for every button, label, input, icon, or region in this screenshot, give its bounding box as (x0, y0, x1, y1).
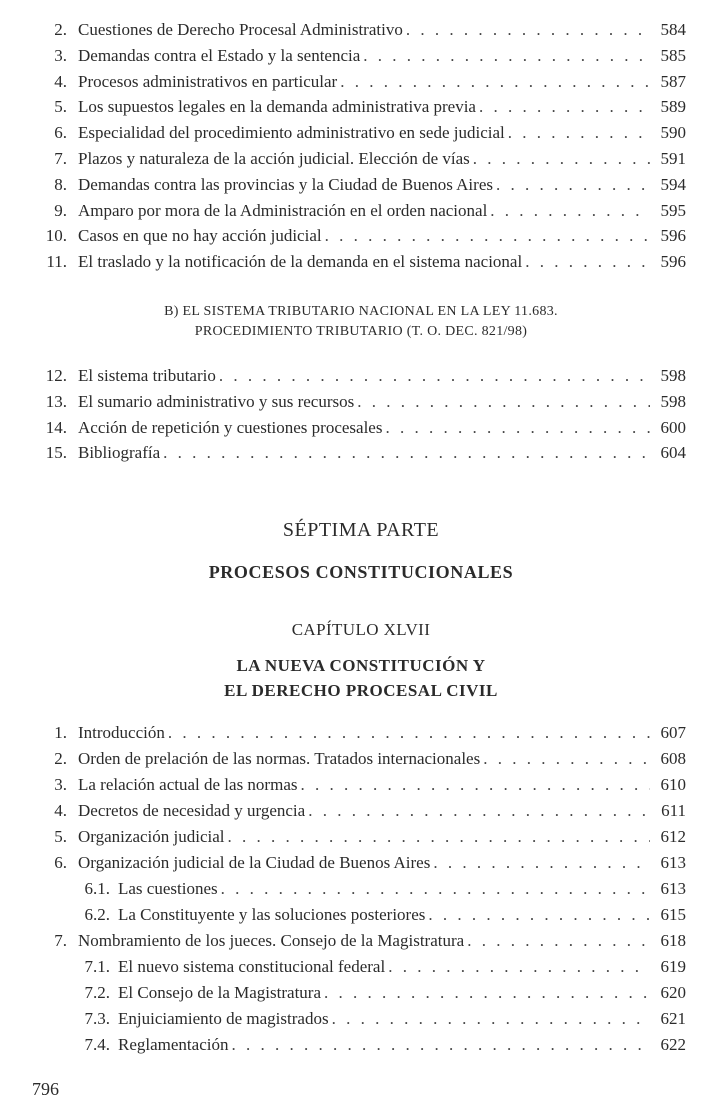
entry-number: 7.4. (84, 1035, 110, 1054)
entry-leader (78, 94, 650, 120)
entry-number: 11. (46, 252, 67, 272)
entry-page-number: 598 (660, 366, 686, 385)
dot-leader (308, 798, 650, 824)
entry-page-number: 596 (660, 252, 686, 272)
toc-entry (0, 172, 722, 198)
entry-page-number: 604 (660, 443, 686, 463)
entry-leader (78, 746, 650, 772)
entry-page-number: 587 (660, 71, 686, 91)
entry-page-number: 590 (660, 123, 686, 143)
entry-title: Organización judicial (78, 827, 225, 846)
entry-number: 7.3. (84, 1009, 110, 1028)
entry-page-number: 589 (660, 97, 686, 117)
dot-leader (490, 198, 650, 224)
entry-leader (78, 363, 650, 389)
dot-leader (496, 172, 650, 198)
entry-number: 2. (54, 749, 67, 768)
chapter-title-line-1: LA NUEVA CONSTITUCIÓN Y (236, 656, 486, 675)
entry-title: Amparo por mora de la Administración en el orden nacional (78, 200, 488, 220)
toc-subentry (0, 902, 722, 928)
entry-title: Demandas contra las provincias y la Ciudad de Buenos Aires (78, 174, 493, 194)
toc-entry (0, 94, 722, 120)
entry-page-number: 610 (660, 775, 686, 794)
dot-leader (300, 772, 650, 798)
dot-leader (357, 389, 650, 415)
entry-number: 7.2. (84, 983, 110, 1002)
entry-page-number: 598 (660, 391, 686, 411)
entry-leader (118, 902, 650, 928)
entry-title: La Constituyente y las soluciones posteriores (118, 905, 426, 924)
entry-number: 7.1. (84, 957, 110, 976)
section-b-heading-line-2: PROCEDIMIENTO TRIBUTARIO (T. O. DEC. 821/98) (194, 324, 528, 339)
entry-leader (118, 980, 650, 1006)
chapter-label: CAPÍTULO XLVII (291, 620, 431, 639)
entry-page-number: 618 (660, 931, 686, 950)
entry-title: Organización judicial de la Ciudad de Buenos Aires (78, 853, 431, 872)
entry-page-number: 591 (660, 149, 686, 168)
dot-leader (363, 43, 650, 69)
entry-number: 5. (54, 827, 67, 846)
dot-leader (428, 902, 650, 928)
entry-number: 6. (54, 123, 67, 143)
entry-leader (78, 440, 650, 466)
section-b-heading-line-1: B) EL SISTEMA TRIBUTARIO NACIONAL EN LA LEY 11.683. (164, 304, 558, 319)
entry-page-number: 621 (660, 1009, 686, 1028)
part-label: SÉPTIMA PARTE (282, 519, 440, 541)
entry-title: Reglamentación (118, 1035, 229, 1054)
entry-number: 6. (54, 853, 67, 872)
part-title: PROCESOS CONSTITUCIONALES (208, 562, 514, 582)
entry-page-number: 585 (660, 45, 686, 65)
entry-leader (118, 1006, 650, 1032)
toc-subentry (0, 876, 722, 902)
entry-title: Orden de prelación de las normas. Tratados internacionales (78, 749, 481, 768)
entry-leader (78, 249, 650, 275)
entry-page-number: 612 (660, 827, 686, 846)
entry-leader (78, 720, 650, 746)
entry-leader (78, 172, 650, 198)
entry-title: Casos en que no hay acción judicial (78, 226, 322, 246)
dot-leader (479, 94, 650, 120)
entry-title: La relación actual de las normas (78, 775, 298, 794)
entry-number: 1. (54, 723, 67, 742)
entry-number: 7. (54, 149, 67, 168)
entry-leader (78, 223, 650, 249)
entry-leader (78, 146, 650, 172)
entry-leader (78, 798, 650, 824)
dot-leader (525, 249, 650, 275)
dot-leader (340, 69, 650, 95)
entry-number: 13. (45, 391, 67, 411)
toc-entry (0, 389, 722, 415)
page-number: 796 (32, 1079, 59, 1099)
dot-leader (483, 746, 650, 772)
dot-leader (168, 720, 650, 746)
toc-entry (0, 850, 722, 876)
entry-page-number: 611 (661, 801, 686, 820)
dot-leader (473, 146, 650, 172)
entry-title: El Consejo de la Magistratura (118, 983, 322, 1002)
entry-title: Demandas contra el Estado y la sentencia (78, 45, 361, 65)
entry-leader (78, 850, 650, 876)
entry-number: 10. (45, 226, 67, 246)
entry-title: Cuestiones de Derecho Procesal Administrativo (78, 20, 403, 39)
entry-number: 2. (54, 20, 67, 39)
toc-entry (0, 223, 722, 249)
entry-page-number: 600 (660, 417, 686, 437)
toc-entry (0, 43, 722, 69)
toc-entry (0, 720, 722, 746)
toc-entry (0, 17, 722, 43)
toc-entry (0, 120, 722, 146)
dot-leader (324, 980, 650, 1006)
dot-leader (332, 1006, 650, 1032)
entry-page-number: 615 (660, 905, 686, 924)
entry-title: Enjuiciamiento de magistrados (118, 1009, 329, 1028)
entry-page-number: 607 (660, 723, 686, 742)
entry-title: Introducción (78, 723, 165, 742)
entry-leader (78, 69, 650, 95)
entry-number: 3. (54, 775, 67, 794)
entry-leader (118, 1032, 650, 1058)
entry-page-number: 596 (660, 226, 686, 246)
entry-leader (78, 772, 650, 798)
dot-leader (467, 928, 650, 954)
entry-page-number: 584 (660, 20, 686, 39)
entry-leader (78, 198, 650, 224)
entry-title: Las cuestiones (118, 879, 218, 898)
toc-entry (0, 249, 722, 275)
toc-subentry (0, 1006, 722, 1032)
entry-title: El sumario administrativo y sus recursos (78, 391, 355, 411)
entry-title: El traslado y la notificación de la demanda en el sistema nacional (78, 252, 523, 272)
entry-page-number: 595 (660, 200, 686, 220)
toc-subentry (0, 1032, 722, 1058)
entry-page-number: 620 (660, 983, 686, 1002)
dot-leader (163, 440, 650, 466)
entry-leader (78, 17, 650, 43)
entry-leader (78, 928, 650, 954)
toc-subentry (0, 954, 722, 980)
entry-title: Acción de repetición y cuestiones procesales (78, 417, 383, 437)
toc-entry (0, 928, 722, 954)
dot-leader (228, 824, 651, 850)
dot-leader (385, 415, 650, 441)
entry-leader (78, 415, 650, 441)
entry-title: El nuevo sistema constitucional federal (118, 957, 386, 976)
dot-leader (221, 876, 650, 902)
entry-title: Los supuestos legales en la demanda administrativa previa (78, 97, 476, 117)
toc-entry (0, 415, 722, 441)
toc-entry (0, 824, 722, 850)
entry-page-number: 608 (660, 749, 686, 768)
dot-leader (219, 363, 650, 389)
entry-leader (78, 120, 650, 146)
entry-leader (78, 824, 650, 850)
toc-entry (0, 798, 722, 824)
entry-leader (118, 954, 650, 980)
entry-title: Nombramiento de los jueces. Consejo de la Magistratura (78, 931, 465, 950)
entry-title: Bibliografía (78, 443, 161, 463)
entry-number: 7. (54, 931, 67, 950)
dot-leader (508, 120, 650, 146)
dot-leader (433, 850, 650, 876)
entry-page-number: 613 (660, 879, 686, 898)
dot-leader (406, 17, 650, 43)
entry-title: Plazos y naturaleza de la acción judicial. Elección de vías (78, 149, 470, 168)
entry-page-number: 622 (660, 1035, 686, 1054)
toc-entry (0, 69, 722, 95)
entry-title: Especialidad del procedimiento administrativo en sede judicial (78, 123, 505, 143)
entry-number: 3. (54, 45, 67, 65)
toc-entry (0, 363, 722, 389)
toc-entry (0, 772, 722, 798)
entry-title: Procesos administrativos en particular (78, 71, 338, 91)
entry-number: 15. (45, 443, 67, 463)
toc-subentry (0, 980, 722, 1006)
entry-number: 4. (54, 71, 67, 91)
entry-leader (118, 876, 650, 902)
dot-leader (388, 954, 650, 980)
entry-title: El sistema tributario (78, 366, 216, 385)
dot-leader (325, 223, 650, 249)
entry-number: 6.1. (84, 879, 110, 898)
toc-entry (0, 440, 722, 466)
entry-title: Decretos de necesidad y urgencia (78, 801, 306, 820)
entry-page-number: 613 (660, 853, 686, 872)
entry-leader (78, 43, 650, 69)
entry-number: 4. (54, 801, 67, 820)
entry-leader (78, 389, 650, 415)
entry-number: 12. (45, 366, 67, 385)
entry-page-number: 619 (660, 957, 686, 976)
chapter-title-line-2: EL DERECHO PROCESAL CIVIL (224, 681, 498, 700)
dot-leader (231, 1032, 650, 1058)
entry-number: 5. (54, 97, 67, 117)
entry-number: 14. (45, 417, 67, 437)
toc-entry (0, 146, 722, 172)
toc-entry (0, 746, 722, 772)
toc-entry (0, 198, 722, 224)
entry-page-number: 594 (660, 174, 686, 194)
entry-number: 8. (54, 174, 67, 194)
entry-number: 9. (54, 200, 67, 220)
entry-number: 6.2. (84, 905, 110, 924)
